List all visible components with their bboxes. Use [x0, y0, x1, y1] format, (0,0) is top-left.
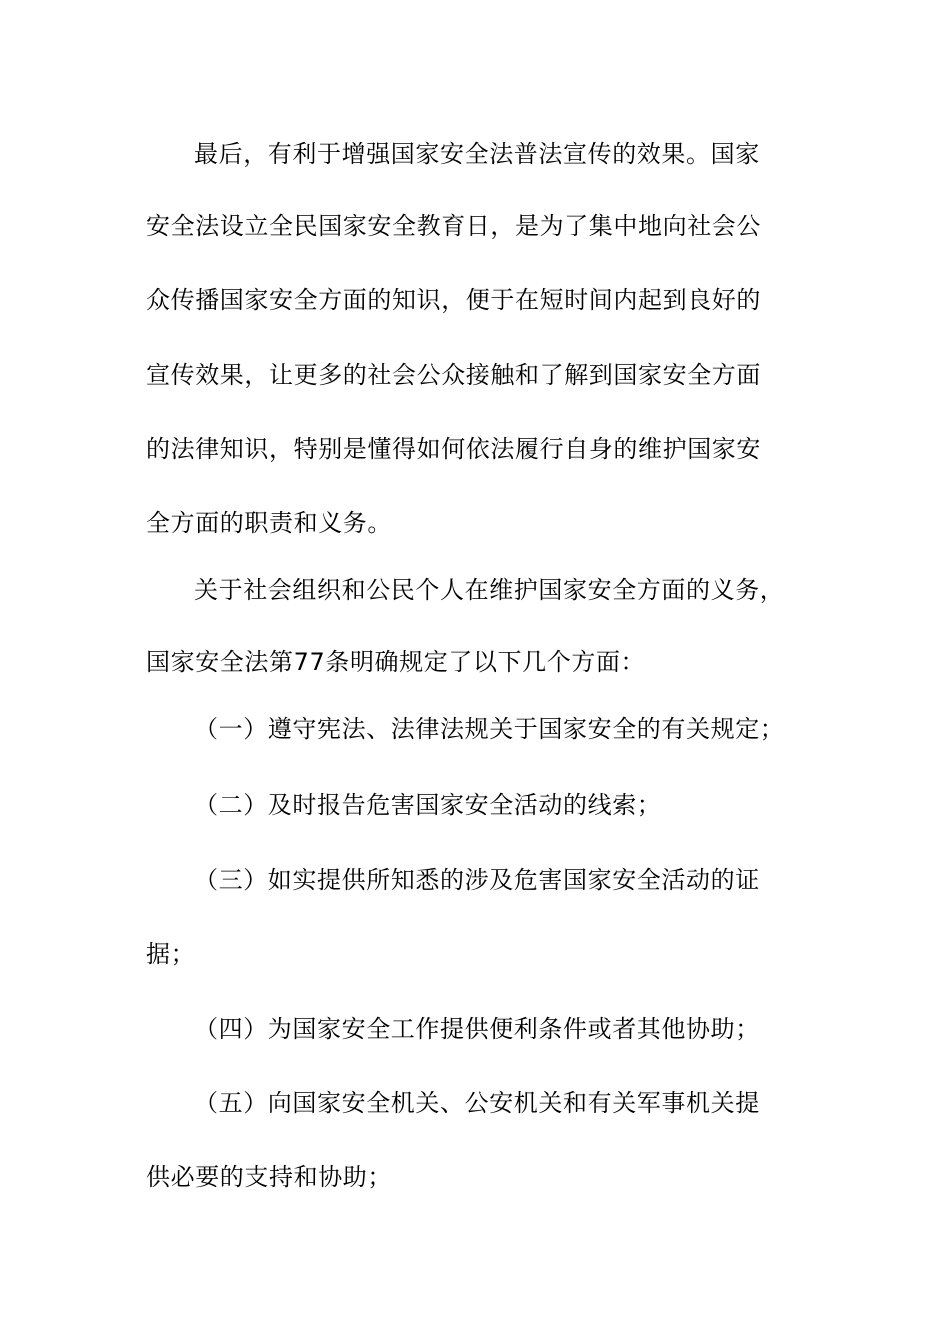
paragraph-line: 最后，有利于增强国家安全法普法宣传的效果。国家 [194, 140, 760, 168]
paragraph-line: 全方面的职责和义务。 [146, 509, 392, 537]
list-item: （五）向国家安全机关、公安机关和有关军事机关提 [194, 1089, 760, 1117]
list-item-continuation: 供必要的支持和协助； [146, 1163, 392, 1191]
paragraph-line: 众传播国家安全方面的知识，便于在短时间内起到良好的 [146, 286, 761, 314]
paragraph-line: 安全法设立全民国家安全教育日，是为了集中地向社会公 [146, 212, 761, 240]
list-item-continuation: 据； [146, 940, 196, 968]
list-item: （二）及时报告危害国家安全活动的线索； [194, 791, 662, 819]
paragraph-line: 宣传效果，让更多的社会公众接触和了解到国家安全方面 [146, 361, 761, 389]
list-item: （四）为国家安全工作提供便利条件或者其他协助； [194, 1015, 760, 1043]
paragraph-line: 的法律知识，特别是懂得如何依法履行自身的维护国家安 [146, 435, 761, 463]
paragraph-line: 关于社会组织和公民个人在维护国家安全方面的义务， [194, 576, 785, 604]
paragraph-line: 国家安全法第77条明确规定了以下几个方面： [146, 648, 646, 676]
list-item: （一）遵守宪法、法律法规关于国家安全的有关规定； [194, 715, 785, 743]
list-item: （三）如实提供所知悉的涉及危害国家安全活动的证 [194, 866, 760, 894]
